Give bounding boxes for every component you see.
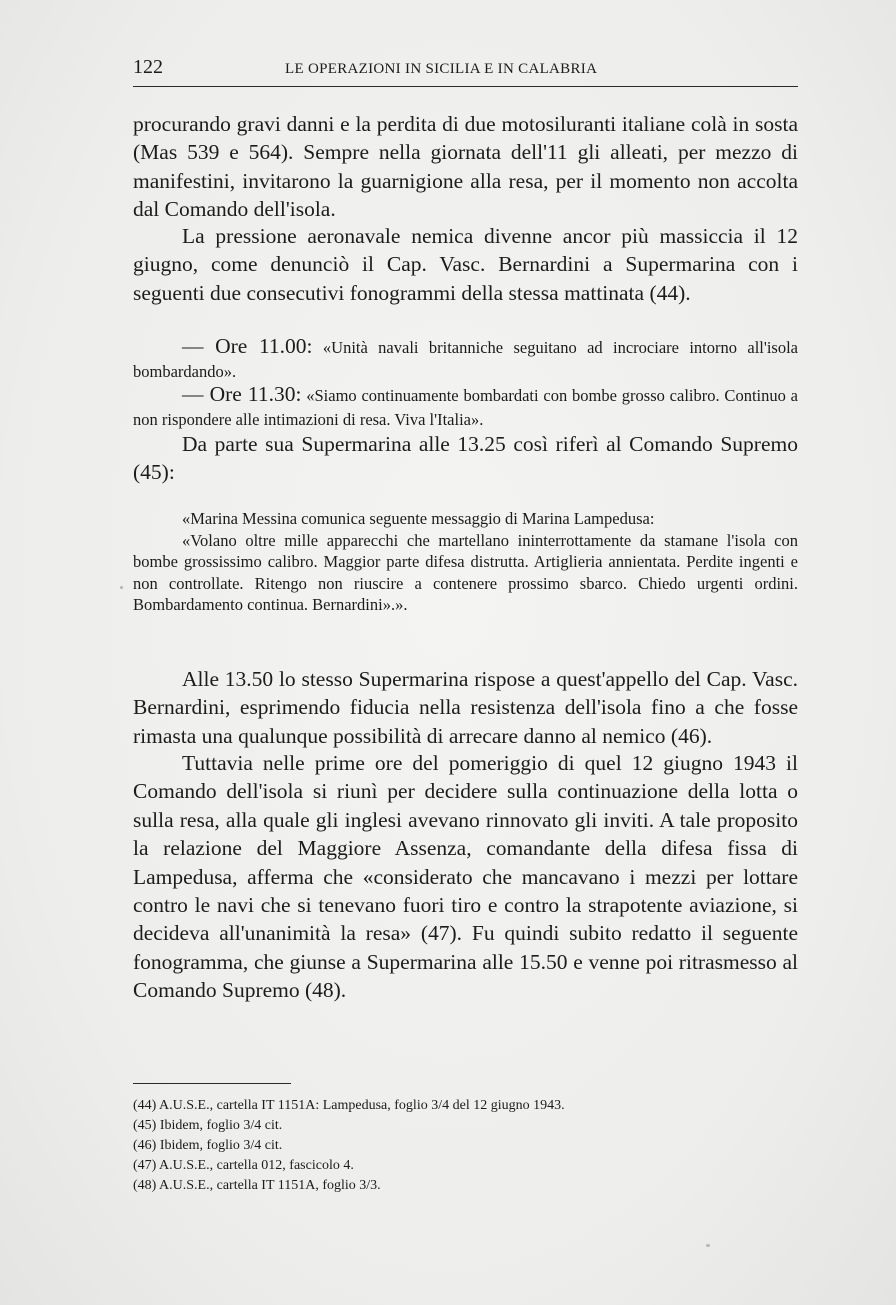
quote-message: «Volano oltre mille apparecchi che martellano ininterrottamente da stamane l'isola con bombe grossissimo calibro. Maggior parte difesa distrutta. Artiglieria annientata. Perdite ingenti e non controllate. Ritengo non riuscire a contenere prossimo sbarco. Chiedo urgenti ordini. Bombardamento continua. Bernardini».». bbox=[133, 531, 798, 614]
paragraph-2: La pressione aeronavale nemica divenne ancor più massiccia il 12 giugno, come denunciò il Cap. Vasc. Bernardini a Supermarina con i seguenti due consecutivi fonogrammi della stessa mattinata (44). bbox=[133, 224, 798, 305]
paragraph-5: Da parte sua Supermarina alle 13.25 così riferì al Comando Supremo (45): bbox=[133, 432, 798, 485]
paper-speck bbox=[120, 586, 123, 589]
quote-intro: «Marina Messina comunica seguente messaggio di Marina Lampedusa: bbox=[182, 509, 655, 528]
footnote-divider bbox=[133, 1083, 291, 1084]
footnote-44: (44) A.U.S.E., cartella IT 1151A: Lampedusa, foglio 3/4 del 12 giugno 1943. bbox=[133, 1098, 565, 1113]
footnote-48: (48) A.U.S.E., cartella IT 1151A, foglio 3/3. bbox=[133, 1178, 381, 1193]
time-label-1130: — Ore 11.30: bbox=[182, 382, 302, 406]
footnote-45: (45) Ibidem, foglio 3/4 cit. bbox=[133, 1118, 283, 1133]
radiogram-1100-text: «Unità navali britanniche seguitano ad incrociare intorno all'isola bombardando». bbox=[133, 338, 799, 381]
page-number: 122 bbox=[133, 56, 163, 78]
radiogram-1130-text: «Siamo continuamente bombardati con bombe grosso calibro. Continuo a non rispondere alle intimazioni di resa. Viva l'Italia». bbox=[133, 386, 799, 429]
radiogram-1100 bbox=[133, 334, 798, 384]
page-header bbox=[133, 56, 798, 87]
time-label-1100: — Ore 11.00: bbox=[182, 334, 313, 358]
running-title: LE OPERAZIONI IN SICILIA E IN CALABRIA bbox=[285, 61, 598, 77]
radiogram-1130 bbox=[133, 382, 798, 432]
footnote-46: (46) Ibidem, foglio 3/4 cit. bbox=[133, 1138, 283, 1153]
footnote-47: (47) A.U.S.E., cartella 012, fascicolo 4. bbox=[133, 1158, 354, 1173]
paragraph-1: procurando gravi danni e la perdita di due motosiluranti italiane colà in sosta (Mas 539 e 564). Sempre nella giornata dell'11 gli alleati, per mezzo di manifestini, invitarono la guarnigione alla resa, per il momento non accolta dal Comando dell'isola. bbox=[133, 112, 798, 222]
paragraph-7: Tuttavia nelle prime ore del pomeriggio di quel 12 giugno 1943 il Comando dell'isola si riunì per decidere sulla continuazione della lotta o sulla resa, alla quale gli inglesi avevano rinnovato gli inviti. A tale proposito la relazione del Maggiore Assenza, comandante della difesa fissa di Lampedusa, afferma che «considerato che mancavano i mezzi per lottare contro le navi che si tenevano fuori tiro e contro la strapotente aviazione, si decideva all'unanimità la resa» (47). Fu quindi subito redatto il seguente fonogramma, che giunse a Supermarina alle 15.50 e venne poi ritrasmesso al Comando Supremo (48). bbox=[133, 751, 798, 1003]
paper-speck bbox=[706, 1244, 710, 1247]
footnotes-list bbox=[133, 1096, 798, 1196]
paragraph-6: Alle 13.50 lo stesso Supermarina rispose a quest'appello del Cap. Vasc. Bernardini, esprimendo fiducia nella resistenza dell'isola fino a che fosse rimasta una qualunque possibilità di arrecare danno al nemico (46). bbox=[133, 667, 798, 748]
